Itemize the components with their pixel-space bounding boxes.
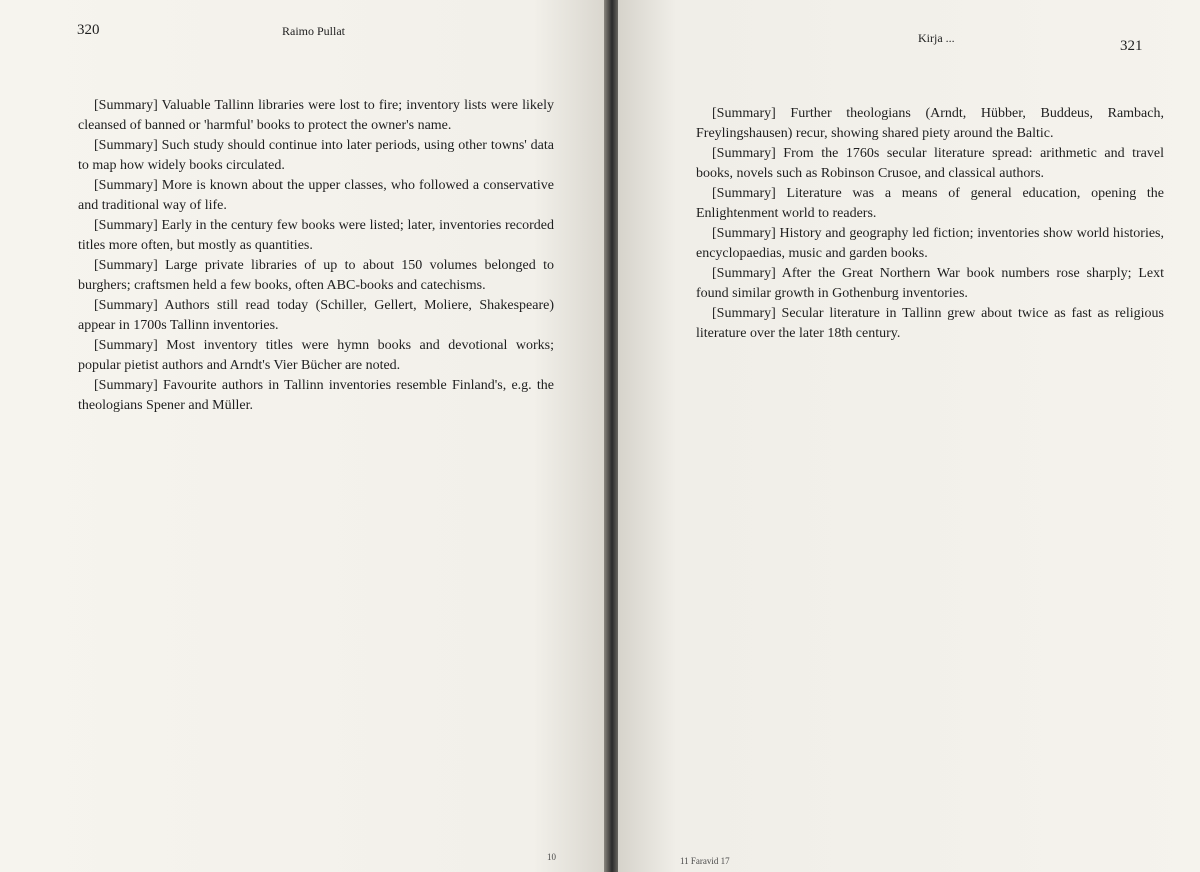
paragraph: [Summary] Authors still read today (Schiller, Gellert, Moliere, Shakespeare) appear in 1700s Tallinn inventories. bbox=[78, 298, 554, 333]
body-text bbox=[78, 96, 554, 416]
right-page bbox=[618, 0, 1200, 872]
paragraph: [Summary] Literature was a means of general education, opening the Enlightenment world to readers. bbox=[696, 186, 1164, 221]
paragraph: [Summary] More is known about the upper classes, who followed a conservative and traditional way of life. bbox=[78, 178, 554, 213]
paragraph: [Summary] Favourite authors in Tallinn inventories resemble Finland's, e.g. the theologians Spener and Müller. bbox=[78, 378, 554, 413]
paragraph: [Summary] Further theologians (Arndt, Hübber, Buddeus, Rambach, Freylingshausen) recur, showing shared piety around the Baltic. bbox=[696, 106, 1164, 141]
page-number: 321 bbox=[1120, 38, 1143, 54]
paragraph: [Summary] Early in the century few books were listed; later, inventories recorded titles more often, but mostly as quantities. bbox=[78, 218, 554, 253]
body-text bbox=[696, 104, 1164, 344]
running-head: Raimo Pullat bbox=[282, 24, 345, 38]
page-number: 320 bbox=[77, 22, 100, 38]
paragraph: [Summary] From the 1760s secular literature spread: arithmetic and travel books, novels such as Robinson Crusoe, and classical authors. bbox=[696, 146, 1164, 181]
paragraph: [Summary] Such study should continue into later periods, using other towns' data to map how widely books circulated. bbox=[78, 138, 554, 173]
paragraph: [Summary] Most inventory titles were hymn books and devotional works; popular pietist authors and Arndt's Vier Bücher are noted. bbox=[78, 338, 554, 373]
paragraph: [Summary] Valuable Tallinn libraries were lost to fire; inventory lists were likely cleansed of banned or 'harmful' books to protect the owner's name. bbox=[78, 98, 554, 133]
paragraph: [Summary] After the Great Northern War book numbers rose sharply; Lext found similar growth in Gothenburg inventories. bbox=[696, 266, 1164, 301]
paragraph: [Summary] History and geography led fiction; inventories show world histories, encyclopaedias, music and garden books. bbox=[696, 226, 1164, 261]
footer-mark: 10 bbox=[547, 852, 556, 862]
paragraph: [Summary] Large private libraries of up to about 150 volumes belonged to burghers; craftsmen held a few books, often ABC-books and catechisms. bbox=[78, 258, 554, 293]
footer-mark: 11 Faravid 17 bbox=[680, 856, 730, 866]
paragraph: [Summary] Secular literature in Tallinn grew about twice as fast as religious literature over the later 18th century. bbox=[696, 306, 1164, 341]
running-head: Kirja ... bbox=[918, 31, 955, 45]
